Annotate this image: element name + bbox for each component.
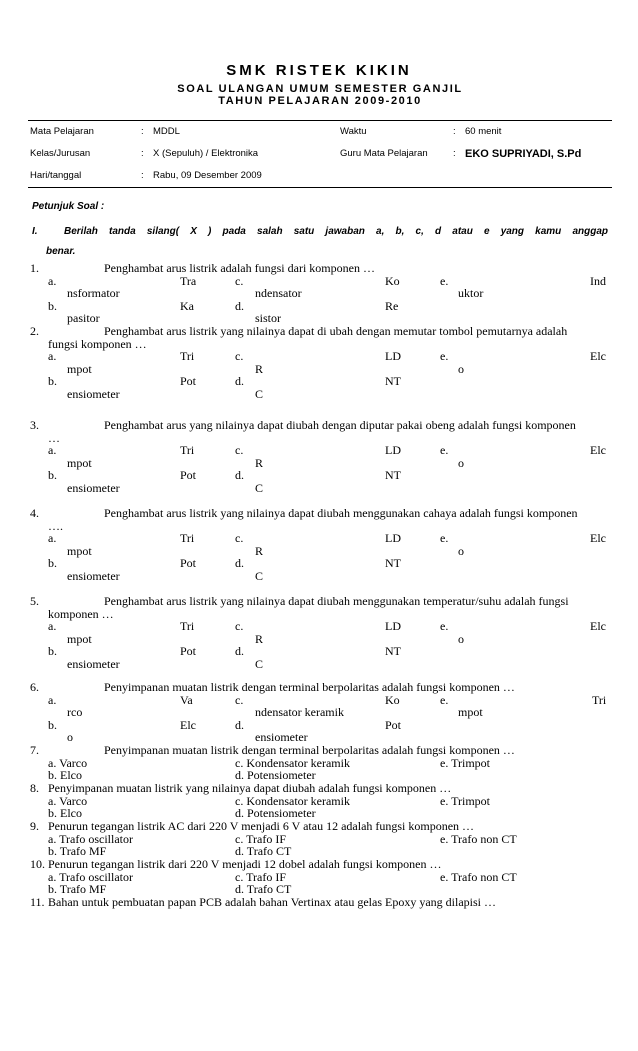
question-stem: Penyimpanan muatan listrik dengan terminal berpolaritas adalah fungsi komponen … — [104, 743, 515, 757]
option-b: b. Trafo MF — [48, 882, 107, 896]
option-b-text: Pot — [180, 468, 197, 482]
question-number: 8. — [30, 781, 39, 795]
option-d-text-rest: C — [255, 480, 264, 495]
colon: : — [141, 126, 144, 137]
question-number: 4. — [30, 506, 39, 520]
option-c-text: LD — [385, 349, 401, 363]
option-c-text-rest: R — [255, 455, 264, 470]
question-number: 1. — [30, 261, 39, 275]
option-c-text-rest: ndensator keramik — [255, 705, 344, 719]
option-a-text: Tri — [180, 531, 195, 545]
question-number: 5. — [30, 594, 39, 608]
question-stem-cont: fungsi komponen … — [48, 336, 147, 351]
instruction-line2: benar. — [46, 246, 76, 257]
option-d-text-rest: C — [255, 386, 264, 401]
option-c: c. Kondensator keramik — [235, 793, 350, 808]
option-e: e. — [440, 349, 449, 363]
option-a: a. — [48, 349, 57, 363]
option-b-text: Pot — [180, 644, 197, 658]
option-a: a. Trafo oscillator — [48, 869, 133, 884]
option-e-text-rest: o — [458, 543, 464, 558]
question-number: 11. — [30, 895, 45, 909]
option-d-text-rest: sistor — [255, 311, 282, 325]
question-number: 7. — [30, 743, 39, 757]
question-stem: Penghambat arus listrik yang nilainya dapat diubah menggunakan temperatur/suhu adalah fungsi — [104, 594, 569, 608]
option-b: b. Elco — [48, 768, 82, 782]
question-stem: Penyimpanan muatan listrik yang nilainya dapat diubah adalah fungsi komponen … — [48, 781, 452, 795]
subject-label: Mata Pelajaran — [30, 126, 94, 137]
question-stem-cont: …. — [48, 518, 63, 533]
option-c-text-rest: R — [255, 361, 264, 376]
option-c-text: LD — [385, 619, 401, 633]
option-a-text: Va — [180, 692, 193, 707]
class-label: Kelas/Jurusan — [30, 148, 91, 159]
question-number: 9. — [30, 819, 39, 833]
option-d: d. — [235, 717, 244, 732]
colon: : — [141, 170, 144, 181]
option-e-text-rest: o — [458, 631, 464, 646]
option-c: c. Trafo IF — [235, 869, 287, 884]
option-e-text: Elc — [590, 443, 606, 457]
question-stem: Bahan untuk pembuatan papan PCB adalah bahan Vertinax atau gelas Epoxy yang dilapisi … — [48, 895, 497, 909]
option-c-text: Ko — [385, 692, 400, 707]
option-e-text: Elc — [590, 531, 606, 545]
option-b-text-rest: pasitor — [67, 311, 100, 325]
option-c: c. — [235, 531, 244, 545]
option-c: c. — [235, 619, 244, 633]
question-stem: Penurun tegangan listrik AC dari 220 V menjadi 6 V atau 12 adalah fungsi komponen … — [48, 819, 475, 833]
question-stem-cont: komponen … — [48, 606, 114, 621]
option-e: e. — [440, 619, 449, 633]
option-d-text-rest: ensiometer — [255, 730, 308, 744]
question-stem: Penghambat arus yang nilainya dapat diubah dengan diputar pakai obeng adalah fungsi komponen — [104, 418, 576, 432]
option-b: b. Elco — [48, 806, 82, 820]
option-a-text: Tri — [180, 443, 195, 457]
option-b-text-rest: o — [67, 730, 73, 744]
question-number: 6. — [30, 680, 39, 694]
colon: : — [453, 148, 456, 159]
option-a: a. Varco — [48, 755, 88, 770]
option-a: a. — [48, 443, 57, 457]
option-d-text: NT — [385, 468, 401, 482]
option-a-text-rest: mpot — [67, 361, 92, 376]
option-d: d. Trafo CT — [235, 882, 292, 896]
option-d-text-rest: C — [255, 656, 264, 671]
question-number: 10. — [30, 857, 45, 871]
option-e: e. Trafo non CT — [440, 831, 517, 846]
option-c-text-rest: ndensator — [255, 286, 302, 300]
option-c-text: Ko — [385, 273, 400, 288]
question-stem: Penurun tegangan listrik dari 220 V menjadi 12 dobel adalah fungsi komponen … — [48, 857, 442, 871]
info-row-date — [28, 165, 612, 187]
option-c: c. — [235, 349, 244, 363]
option-c: c. Kondensator keramik — [235, 755, 350, 770]
option-e: e. — [440, 273, 449, 288]
colon: : — [141, 148, 144, 159]
option-a-text-rest: mpot — [67, 543, 92, 558]
option-b-text: Ka — [180, 298, 194, 313]
option-c-text: LD — [385, 531, 401, 545]
question-stem-cont: … — [48, 430, 60, 445]
date-value: Rabu, 09 Desember 2009 — [153, 170, 262, 181]
teacher-label: Guru Mata Pelajaran — [340, 148, 428, 159]
date-label: Hari/tanggal — [30, 170, 82, 181]
option-b-text: Pot — [180, 556, 197, 570]
option-c-text: LD — [385, 443, 401, 457]
option-b: b. — [48, 298, 57, 313]
option-e: e. Trafo non CT — [440, 869, 517, 884]
question-stem: Penyimpanan muatan listrik dengan terminal berpolaritas adalah fungsi komponen … — [104, 680, 515, 694]
option-a-text-rest: nsformator — [67, 286, 120, 300]
option-b: b. — [48, 717, 57, 732]
option-a-text-rest: mpot — [67, 631, 92, 646]
option-a-text-rest: mpot — [67, 455, 92, 470]
option-e-text-rest: o — [458, 361, 464, 376]
instruction-number: I. — [32, 226, 38, 237]
option-a-text: Tri — [180, 349, 195, 363]
option-c-text-rest: R — [255, 543, 264, 558]
option-e-text-rest: uktor — [458, 286, 484, 300]
option-e-text: Elc — [590, 349, 606, 363]
option-c: c. Trafo IF — [235, 831, 287, 846]
question-stem: Penghambat arus listrik adalah fungsi dari komponen … — [104, 261, 375, 275]
option-d: d. Trafo CT — [235, 844, 292, 858]
exam-info-table — [28, 120, 612, 188]
option-d: d. — [235, 298, 244, 313]
option-e-text: Ind — [590, 273, 606, 288]
option-d-text: Pot — [385, 717, 402, 732]
option-d-text: NT — [385, 374, 401, 388]
option-b: b. Trafo MF — [48, 844, 107, 858]
option-c: c. — [235, 273, 244, 288]
option-b-text: Elc — [180, 717, 196, 732]
class-value: X (Sepuluh) / Elektronika — [153, 148, 259, 159]
question-number: 2. — [30, 324, 39, 338]
option-d: d. — [235, 644, 244, 658]
exam-title-line1: SOAL ULANGAN UMUM SEMESTER GANJIL — [177, 83, 463, 95]
teacher-value: EKO SUPRIYADI, S.Pd — [465, 148, 582, 160]
option-d-text: NT — [385, 556, 401, 570]
option-a: a. Trafo oscillator — [48, 831, 133, 846]
option-c: c. — [235, 443, 244, 457]
option-b: b. — [48, 556, 57, 570]
exam-title-line2: TAHUN PELAJARAN 2009-2010 — [218, 95, 422, 107]
option-a: a. — [48, 273, 57, 288]
option-a: a. — [48, 692, 57, 707]
option-e: e. — [440, 443, 449, 457]
option-b: b. — [48, 374, 57, 388]
option-c-text-rest: R — [255, 631, 264, 646]
option-d-text-rest: C — [255, 568, 264, 583]
question-stem: Penghambat arus listrik yang nilainya dapat diubah menggunakan cahaya adalah fungsi komponen — [104, 506, 578, 520]
option-d: d. — [235, 374, 244, 388]
option-d: d. Potensiometer — [235, 806, 316, 820]
question-number: 3. — [30, 418, 39, 432]
question-stem: Penghambat arus listrik yang nilainya dapat di ubah dengan memutar tombol pemutarnya adalah — [104, 324, 568, 338]
instructions-heading: Petunjuk Soal : — [32, 201, 105, 212]
info-row-subject — [28, 121, 612, 143]
option-b-text-rest: ensiometer — [67, 568, 120, 583]
option-d: d. — [235, 556, 244, 570]
option-a-text: Tri — [180, 619, 195, 633]
option-d-text: NT — [385, 644, 401, 658]
option-a: a. — [48, 619, 57, 633]
option-e: e. — [440, 692, 449, 707]
option-b-text-rest: ensiometer — [67, 480, 120, 495]
school-name: SMK RISTEK KIKIN — [226, 62, 412, 79]
option-a-text-rest: rco — [67, 705, 83, 719]
option-e-text: Tri — [592, 692, 607, 707]
option-e-text-rest: mpot — [458, 705, 483, 719]
option-a: a. Varco — [48, 793, 88, 808]
option-c: c. — [235, 692, 244, 707]
option-e: e. Trimpot — [440, 793, 491, 808]
instruction-line1: Berilah tanda silang( X ) pada salah satu jawaban a, b, c, d atau e yang kamu anggap — [64, 226, 608, 237]
option-e: e. — [440, 531, 449, 545]
option-b: b. — [48, 644, 57, 658]
colon: : — [453, 126, 456, 137]
subject-value: MDDL — [153, 126, 180, 137]
option-b-text-rest: ensiometer — [67, 386, 120, 401]
option-a: a. — [48, 531, 57, 545]
option-a-text: Tra — [180, 273, 197, 288]
time-value: 60 menit — [465, 126, 502, 137]
time-label: Waktu — [340, 126, 367, 137]
info-row-class — [28, 143, 612, 165]
option-d-text: Re — [385, 298, 399, 313]
option-b: b. — [48, 468, 57, 482]
option-e: e. Trimpot — [440, 755, 491, 770]
option-d: d. — [235, 468, 244, 482]
option-b-text-rest: ensiometer — [67, 656, 120, 671]
exam-title — [150, 83, 490, 107]
option-b-text: Pot — [180, 374, 197, 388]
option-d: d. Potensiometer — [235, 768, 316, 782]
option-e-text: Elc — [590, 619, 606, 633]
option-e-text-rest: o — [458, 455, 464, 470]
